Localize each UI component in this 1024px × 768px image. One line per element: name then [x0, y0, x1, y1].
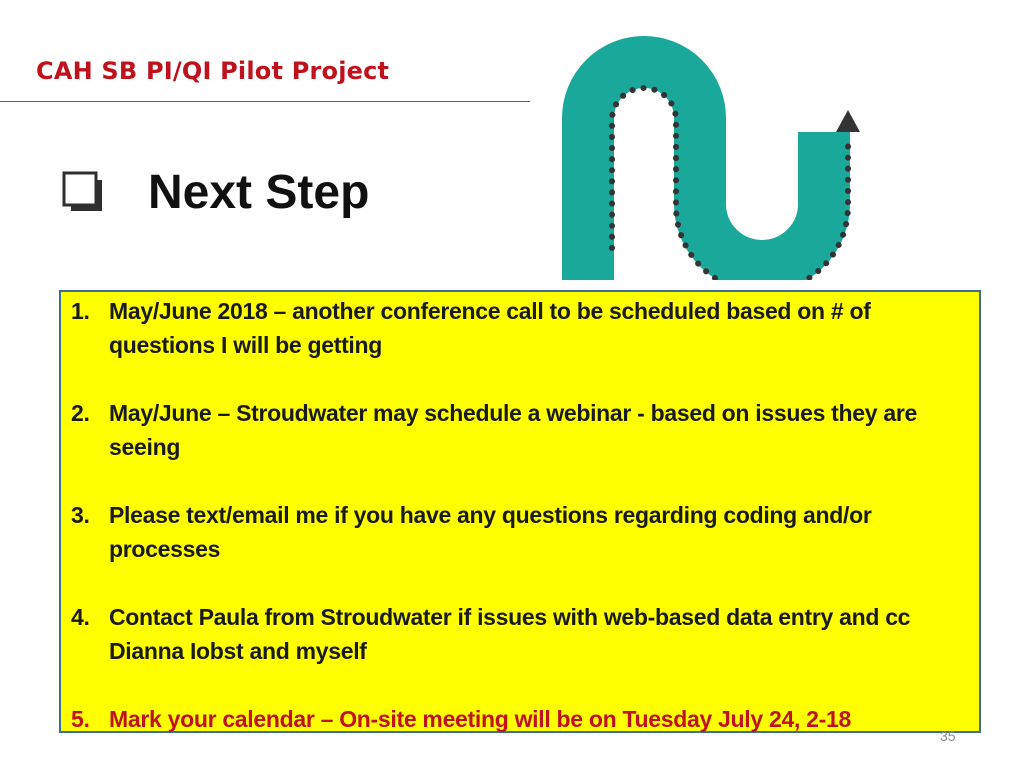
checkbox-icon	[62, 171, 102, 211]
step-number: 4.	[71, 604, 90, 630]
step-item	[71, 498, 971, 566]
step-number: 1.	[71, 298, 90, 324]
step-text: May/June 2018 – another conference call to be scheduled based on # of questions I will be getting	[109, 298, 871, 358]
step-text: Mark your calendar – On-site meeting will be on Tuesday July 24, 2-18	[109, 706, 851, 732]
header-divider	[0, 101, 530, 102]
step-item	[71, 600, 971, 668]
step-text: May/June – Stroudwater may schedule a webinar - based on issues they are seeing	[109, 400, 917, 460]
step-text: Please text/email me if you have any questions regarding coding and/or processes	[109, 502, 872, 562]
step-item	[71, 294, 971, 362]
step-item	[71, 396, 971, 464]
section-heading: Next Step	[148, 166, 370, 219]
step-number: 3.	[71, 502, 90, 528]
step-item	[71, 702, 971, 736]
page-number: 35	[940, 728, 956, 744]
next-steps-list	[71, 294, 971, 768]
slide-header-title: CAH SB PI/QI Pilot Project	[36, 57, 390, 85]
step-text: Contact Paula from Stroudwater if issues with web-based data entry and cc Dianna Iobst and myself	[109, 604, 911, 664]
step-number: 2.	[71, 400, 90, 426]
winding-path-icon	[562, 32, 898, 280]
next-steps-panel	[59, 290, 981, 733]
step-number: 5.	[71, 706, 90, 732]
